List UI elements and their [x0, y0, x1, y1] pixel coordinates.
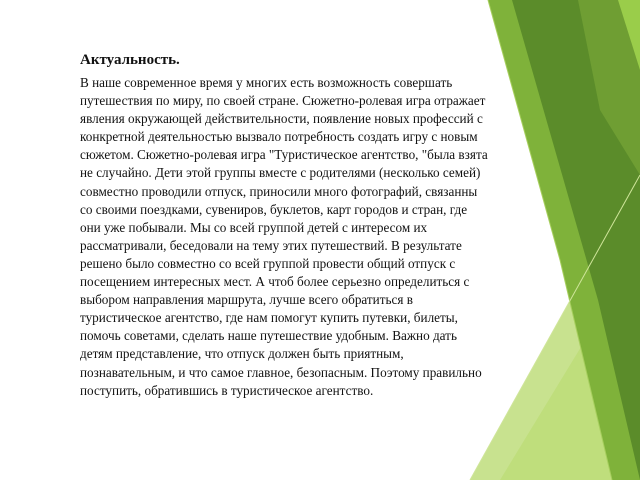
slide-title: Актуальность. — [80, 52, 180, 68]
slide-body-text: В наше современное время у многих есть возможность совершать путешествия по миру, по своей стране. Сюжетно-ролевая игра отражает явления окружающей действительности, появление новых профессий с конкретной деятельностью вызвало потребность создать игру с новым сюжетом. Сюжетно-ролевая игра "Туристическое агентство, "была взята не случайно. Дети этой группы вместе с родителями (несколько семей) совместно проводили отпуск, приносили много фотографий, связанны со своими поездками, сувениров, буклетов, карт городов и стран, где они уже побывали. Мы со всей группой детей с интересом их рассматривали, беседовали на тему этих путешествий. В результате решено было совместно со всей группой провести общий отпуск с посещением интересных мест. А чтоб более серьезно определиться с выбором направления маршрута, лучше всего обратиться в туристическое агентство, где нам помогут купить путевки, билеты, помочь советами, сделать наше путешествие удобным. Важно дать детям представление, что отпуск должен быть приятным, познавательным, и что самое главное, безопасным. Поэтому правильно поступить, обратившись в туристическое агентство. — [80, 75, 488, 398]
